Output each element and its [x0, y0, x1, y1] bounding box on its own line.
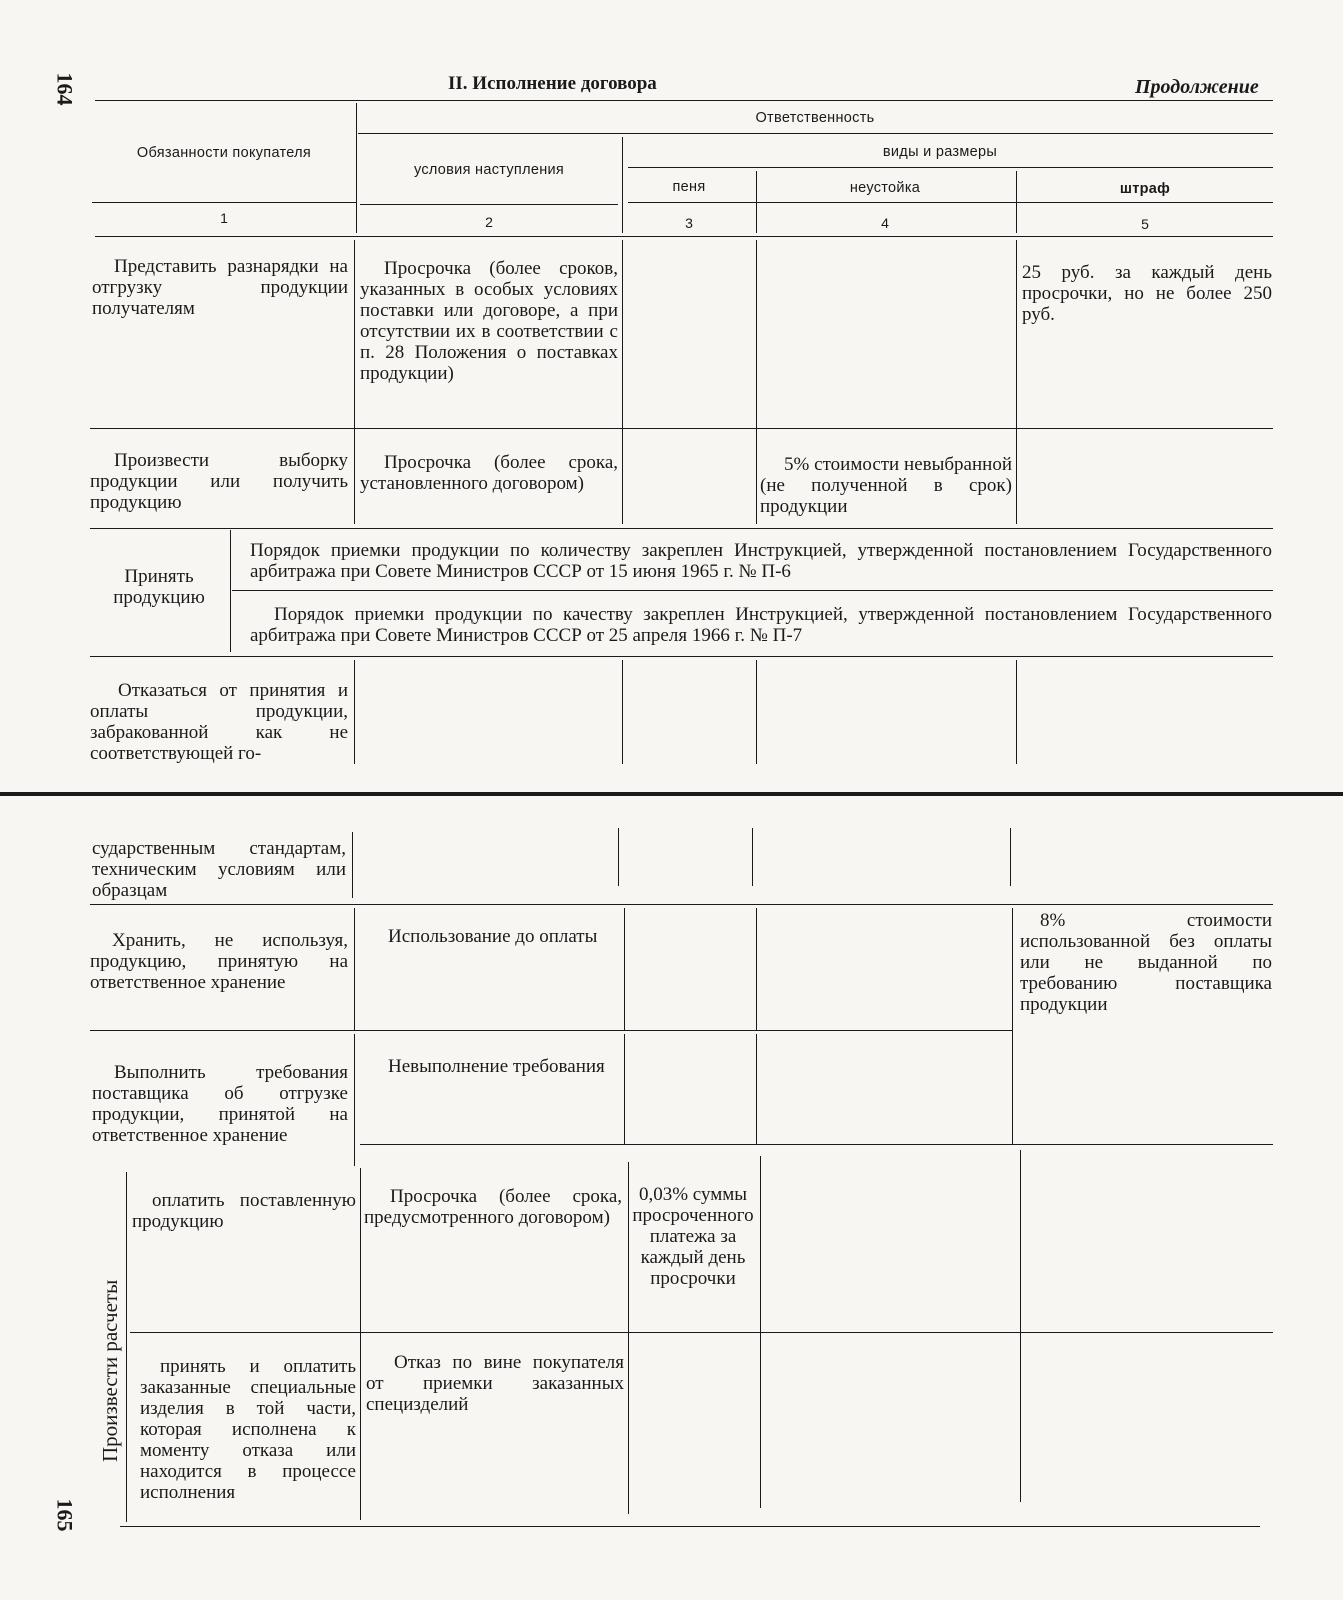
group-divider [126, 1172, 127, 1522]
section-title: II. Исполнение договора [448, 73, 657, 94]
column-divider [756, 908, 757, 1030]
header-penalty: пеня [672, 179, 706, 195]
condition-cell: Просрочка (более сроков, указанных в особых условиях поставки или договоре, а при отсутствии их в соответствии с п. 28 Положения о поставках продукции) [360, 258, 618, 384]
condition-cell: Отказ по вине покупателя от приемки заказанных специзделий [366, 1352, 624, 1415]
continuation-label: Продолжение [1135, 76, 1259, 98]
fine-cell: 25 руб. за каждый день просрочки, но не более 250 руб. [1022, 262, 1272, 325]
duty-cell: Представить разнарядки на отгрузку продукции получателям [92, 256, 348, 319]
row-rule [90, 904, 1273, 905]
column-divider [354, 1034, 355, 1166]
column-number: 1 [220, 210, 228, 226]
header-rule [358, 133, 1273, 134]
row-rule [90, 528, 1273, 529]
column-divider [628, 1162, 629, 1514]
column-divider [1016, 240, 1017, 524]
condition-cell: Просрочка (более срока, установленного договором) [360, 452, 618, 494]
duty-cell: принять и оплатить заказанные специальные изделия в той части, которая исполнена к моменту отказа или находится в процессе исполнения [140, 1356, 356, 1503]
column-number: 3 [685, 215, 693, 231]
header-divider [622, 137, 623, 233]
duty-cell: Отказаться от принятия и оплаты продукции, забракованной как не соответствующей го- [90, 680, 348, 764]
column-divider [756, 660, 757, 764]
bottom-rule [120, 1526, 1260, 1527]
column-number: 4 [881, 215, 889, 231]
header-rule [628, 202, 1273, 203]
header-fine: штраф [1119, 181, 1171, 197]
column-divider [756, 240, 757, 524]
row-rule [90, 656, 1273, 657]
column-divider [756, 1034, 757, 1144]
page-number-top: 164 [52, 72, 78, 106]
column-divider [354, 240, 355, 524]
condition-cell: Невыполнение требования [388, 1056, 605, 1077]
page-separator [0, 792, 1343, 796]
column-divider [230, 530, 231, 652]
fine-cell: 8% стоимости использованной без оплаты или не выданной по требованию поставщика продукции [1020, 910, 1272, 1015]
column-number: 5 [1141, 216, 1149, 232]
header-kinds: виды и размеры [882, 144, 998, 160]
header-rule [92, 202, 357, 203]
header-bottom-rule [95, 236, 1273, 237]
header-divider [356, 103, 357, 233]
column-divider [618, 828, 619, 886]
header-forfeit: неустойка [849, 180, 921, 196]
note-cell: Порядок приемки продукции по количеству закреплен Инструкцией, утвержденной постановлением Государственного арбитража при Совете Министров СССР от 15 июня 1965 г. № П-6 [250, 540, 1272, 582]
row-rule [130, 1332, 1273, 1333]
column-divider [1010, 828, 1011, 886]
column-divider [352, 832, 353, 898]
header-rule [628, 167, 1273, 168]
duty-cell: Выполнить требования поставщика об отгрузке продукции, принятой на ответственное хранение [92, 1062, 348, 1146]
group-label: Произвести расчеты [98, 1279, 122, 1462]
row-rule [232, 590, 1273, 591]
column-divider [1016, 660, 1017, 764]
column-divider [1020, 1150, 1021, 1502]
column-divider [622, 660, 623, 764]
condition-cell: Использование до оплаты [388, 926, 598, 947]
column-divider [624, 908, 625, 1030]
column-divider [752, 828, 753, 886]
row-rule [90, 1030, 1012, 1031]
top-rule [95, 100, 1273, 101]
duty-cell: сударственным стандартам, техническим условиям или образцам [92, 838, 346, 901]
column-divider [624, 1034, 625, 1144]
condition-cell: Просрочка (более срока, предусмотренного договором) [364, 1186, 622, 1228]
column-divider [1012, 908, 1013, 1144]
row-rule [90, 428, 1273, 429]
duty-cell: Принять продукцию [113, 566, 205, 608]
duty-cell: Хранить, не используя, продукцию, принятую на ответственное хранение [90, 930, 348, 993]
header-responsibility: Ответственность [755, 110, 875, 126]
header-duties: Обязанности покупателя [136, 145, 312, 161]
header-rule [360, 204, 618, 205]
column-divider [360, 1168, 361, 1520]
header-conditions: условия наступления [413, 162, 565, 178]
column-number: 2 [485, 214, 493, 230]
forfeit-cell: 5% стоимости невыбранной (не полученной в срок) продукции [760, 454, 1012, 517]
header-divider [1016, 171, 1017, 233]
column-divider [622, 240, 623, 524]
column-divider [354, 908, 355, 1030]
page-number-bottom: 165 [52, 1498, 78, 1532]
header-divider [756, 171, 757, 233]
column-divider [354, 660, 355, 764]
row-rule [360, 1144, 1273, 1145]
duty-cell: оплатить поставленную продукцию [132, 1190, 356, 1232]
note-cell: Порядок приемки продукции по качеству закреплен Инструкцией, утвержденной постановлением Государственного арбитража при Совете Министров СССР от 25 апреля 1966 г. № П-7 [250, 604, 1272, 646]
penalty-cell: 0,03% суммы просроченного платежа за каждый день просрочки [632, 1184, 754, 1289]
duty-cell: Произвести выборку продукции или получить продукцию [90, 450, 348, 513]
